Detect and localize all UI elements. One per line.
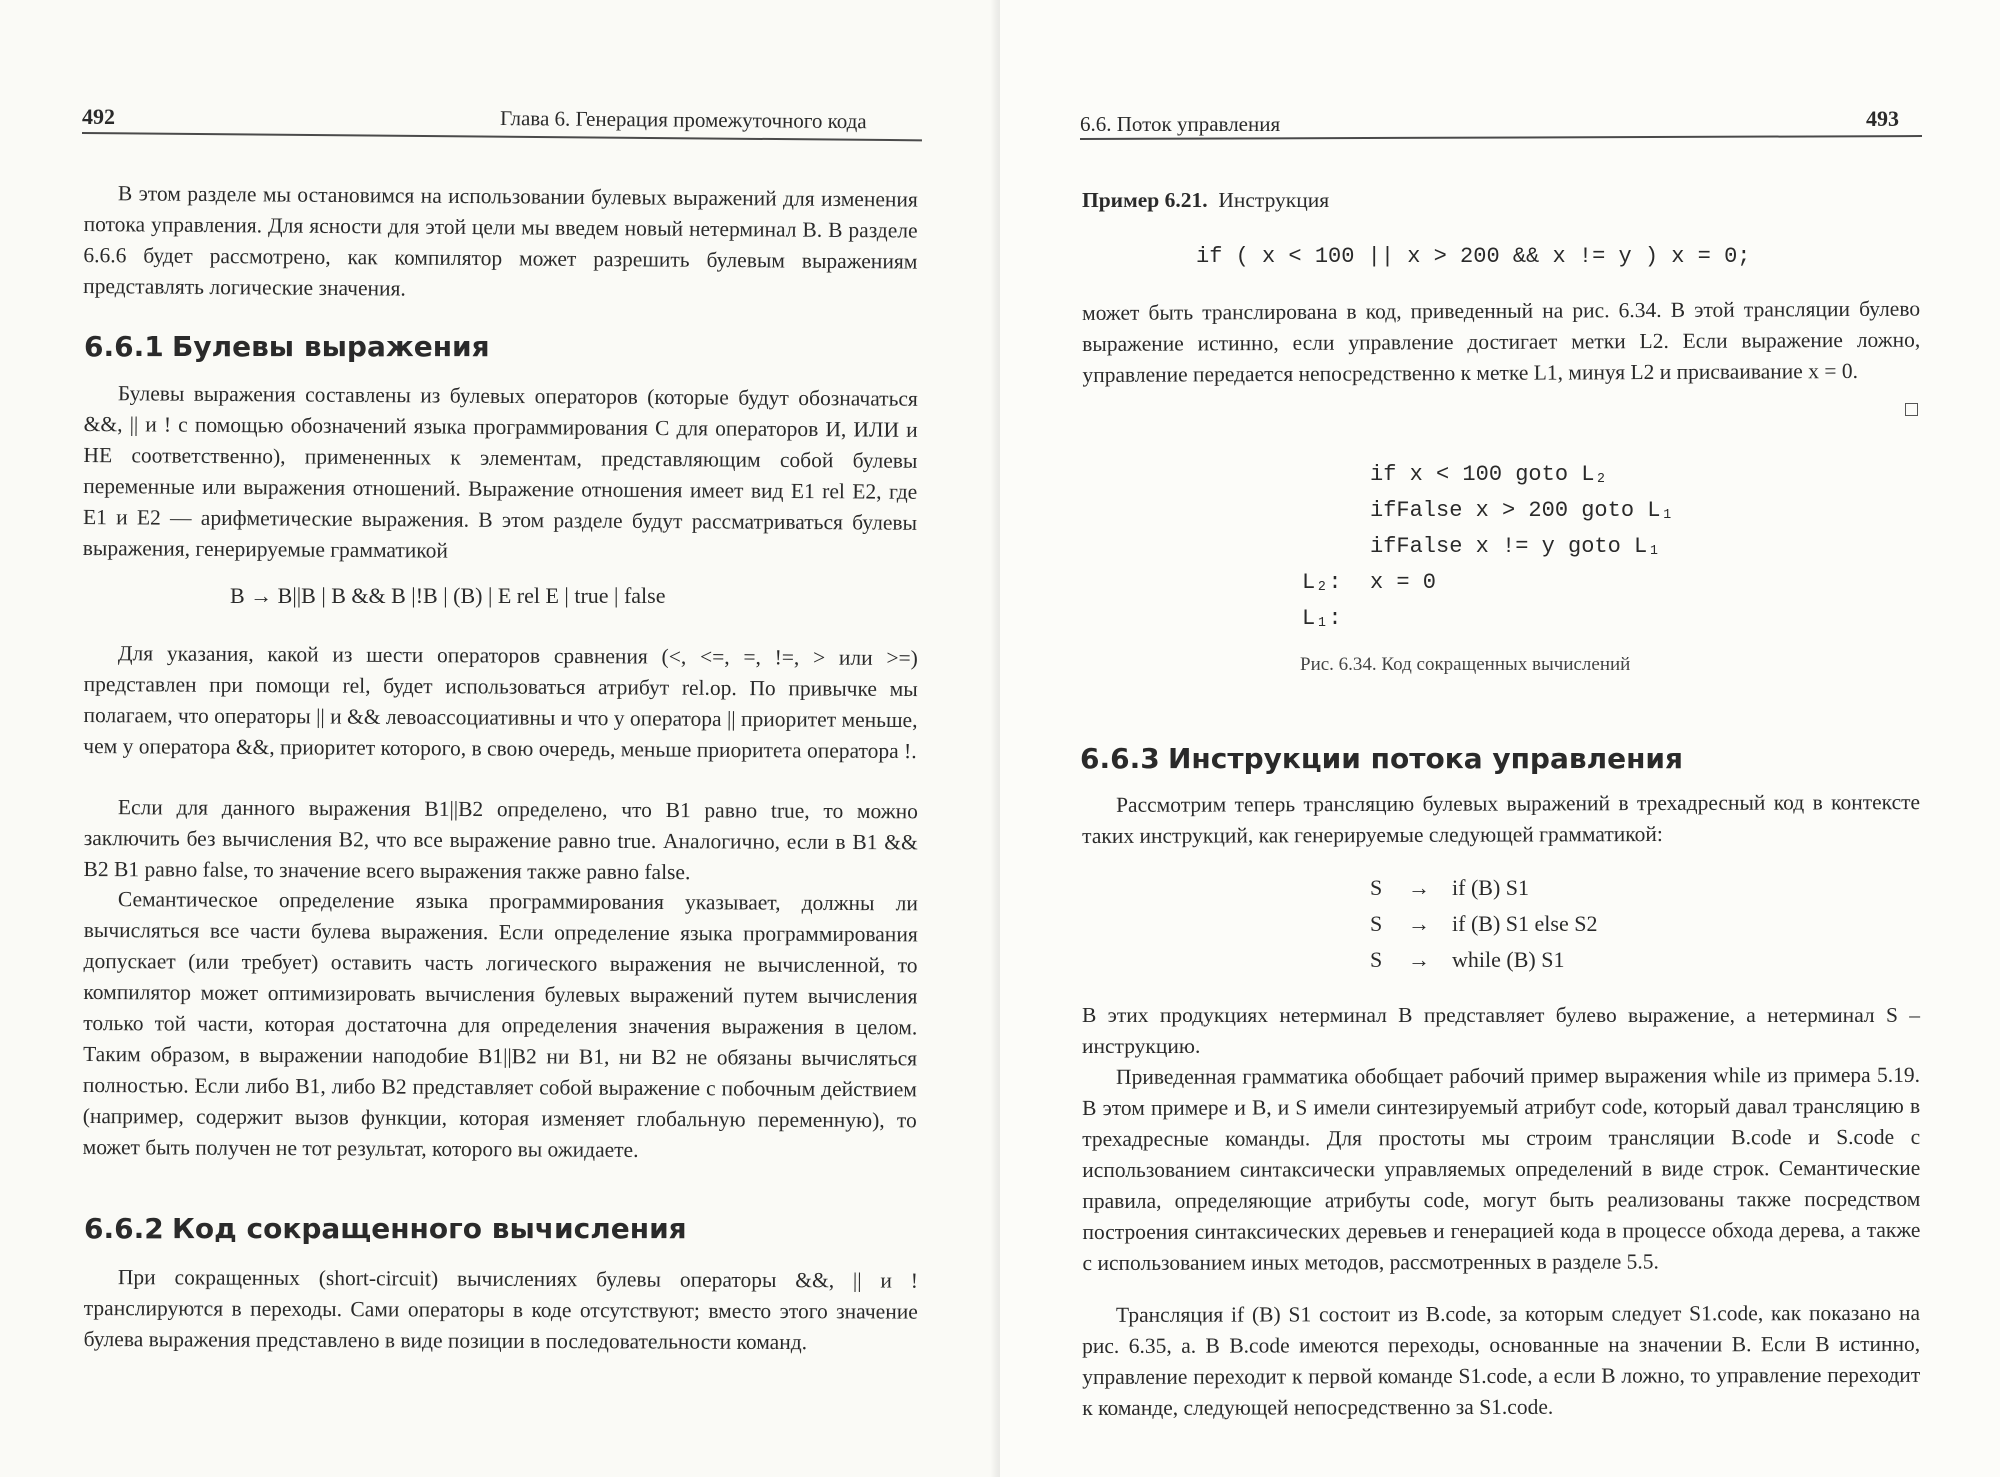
boolean-expr-paragraph-4: Семантическое определение языка программирования указывает, должны ли вычисляться все части булева выражения. Если определение языка программирования допускает (или требует) оставить часть логического выражения не вычисленной, то компилятор может оптимизировать вычисления булевых выражений путем вычисления только той части, которая достаточна для определения значения выражения в целом. Таким образом, в выражении наподобие B1||B2 ни B1, ни B2 не обязаны вычисляться полностью. Если либо B1, либо B2 представляет собой выражение с побочным действием (например, содержит вызов функции, которая изменяет глобальную переменную), то может быть получен не тот результат, которого вы ожидаете. (82, 887, 918, 1162)
grammar-lhs: S (1370, 875, 1383, 900)
section-number: 6.6.1 (84, 330, 164, 363)
section-number: 6.6.3 (1080, 742, 1160, 775)
page-number-right: 493 (1866, 106, 1899, 131)
grammar-arrow: → (1408, 875, 1430, 900)
boolean-expr-paragraph-2: Для указания, какой из шести операторов сравнения (<, <=, =, !=, > или >=) представлен при помощи rel, будет использоваться атрибут rel.op. По привычке мы полагаем, что операторы || и && левоассоциативны и что у оператора || приоритет меньше, чем у оператора &&, приоритет которого, в свою очередь, меньше приоритета оператора !. (83, 641, 918, 764)
short-circuit-paragraph: При сокращенных (short-circuit) вычислениях булевы операторы &&, || и ! транслируются в переходы. Сами операторы в коде отсутствуют; вместо этого значение булева выражения представлено в виде позиции в последовательности команд. (83, 1265, 918, 1355)
code-line: ifFalse x != y goto L₁ (1370, 534, 1661, 559)
boolean-grammar-formula: B → B||B | B && B |!B | (B) | E rel E | true | false (230, 583, 666, 608)
example-heading (1082, 188, 1329, 213)
control-flow-paragraph-3: Приведенная грамматика обобщает рабочий пример выражения while из примера 5.19. В этом примере и B, и S имели синтезируемый атрибут code, который давал трансляцию в трехадресные команды. Для простоты мы строим трансляции B.code и S.code с использованием синтаксически управляемых определений в виде строк. Семантические правила, определяющие атрибуты code, могут быть реализованы также посредством построения синтаксических деревьев и генерацией кода в процессе обхода дерева, а также с использованием иных методов, рассмотренных в разделе 5.5. (1082, 1062, 1921, 1275)
control-flow-paragraph-4: Трансляция if (B) S1 состоит из B.code, за которым следует S1.code, как показано на рис. 6.35, а. В B.code имеются переходы, основанные на значении B. Если B истинно, управление переходит к первой команде S1.code, а если B ложно, то управление переходит к команде, следующей непосредственно за S1.code. (1082, 1300, 1921, 1420)
intro-paragraph: В этом разделе мы остановимся на использовании булевых выражений для изменения потока управления. Для ясности для этой цели мы введем новый нетерминал B. В разделе 6.6.6 будет рассмотрено, как компилятор может разрешить булевым выражениям представлять логические значения. (83, 181, 918, 301)
example-code: if ( x < 100 || x > 200 && x != y ) x = 0; (1196, 244, 1751, 269)
grammar-arrow: → (1408, 911, 1430, 936)
running-head-right: 6.6. Поток управления (1080, 112, 1281, 136)
control-flow-paragraph-2: В этих продукциях нетерминал B представляет булево выражение, а нетерминал S – инструкцию. (1082, 1003, 1920, 1058)
code-line: ifFalse x > 200 goto L₁ (1370, 498, 1674, 523)
code-line: x = 0 (1370, 570, 1437, 595)
grammar-rhs: while (B) S1 (1452, 947, 1565, 972)
example-paragraph: может быть транслирована в код, приведенный на рис. 6.34. В этой трансляции булево выражение истинно, если управление достигает метки L2. Если выражение ложно, управление передается непосредственно к метке L1, минуя L2 и присваивание x = 0. (1082, 296, 1921, 387)
section-title: Инструкции потока управления (1168, 742, 1684, 775)
figure-caption: Рис. 6.34. Код сокращенных вычислений (1300, 654, 1631, 675)
grammar-lhs: S (1370, 947, 1383, 972)
section-title: Код сокращенного вычисления (172, 1212, 687, 1245)
section-number: 6.6.2 (84, 1212, 164, 1245)
code-line: if x < 100 goto L₂ (1370, 462, 1608, 487)
control-flow-paragraph-1: Рассмотрим теперь трансляцию булевых выражений в трехадресный код в контексте таких инструкций, как генерируемые следующей грамматикой: (1082, 790, 1921, 848)
boolean-expr-paragraph-3: Если для данного выражения B1||B2 определено, что B1 равно true, то можно заключить без вычисления B2, что все выражение равно true. Аналогично, если в B1 && B2 B1 равно false, то значение всего выражения также равно false. (83, 795, 918, 885)
grammar-rhs: if (B) S1 else S2 (1452, 911, 1598, 936)
example-label: Пример 6.21. (1082, 188, 1208, 212)
section-6-6-2-heading (84, 1212, 687, 1245)
code-label: L₁: (1302, 606, 1342, 631)
section-6-6-1-heading (84, 330, 490, 363)
right-page (1000, 0, 2000, 1477)
grammar-lhs: S (1370, 911, 1383, 936)
section-6-6-3-heading (1080, 742, 1683, 775)
boolean-expr-paragraph-1: Булевы выражения составлены из булевых операторов (которые будут обозначаться &&, || и ! с помощью обозначений языка программирования C для операторов И, ИЛИ и НЕ соответственно), примененных к элементам, представляющим собой булевы переменные или выражения отношений. Выражение отношения имеет вид E1 rel E2, где E1 и E2 — арифметические выражения. В этом разделе будут рассматриваться булевы выражения, генерируемые грамматикой (82, 381, 918, 563)
code-label: L₂: (1302, 570, 1342, 595)
section-title: Булевы выражения (172, 330, 490, 363)
grammar-arrow: → (1408, 947, 1430, 972)
running-head-left: Глава 6. Генерация промежуточного кода (499, 106, 867, 134)
end-of-example-mark (1905, 403, 1918, 416)
example-text: Инструкция (1218, 188, 1330, 212)
grammar-rhs: if (B) S1 (1452, 875, 1529, 900)
page-number-left: 492 (82, 104, 115, 129)
